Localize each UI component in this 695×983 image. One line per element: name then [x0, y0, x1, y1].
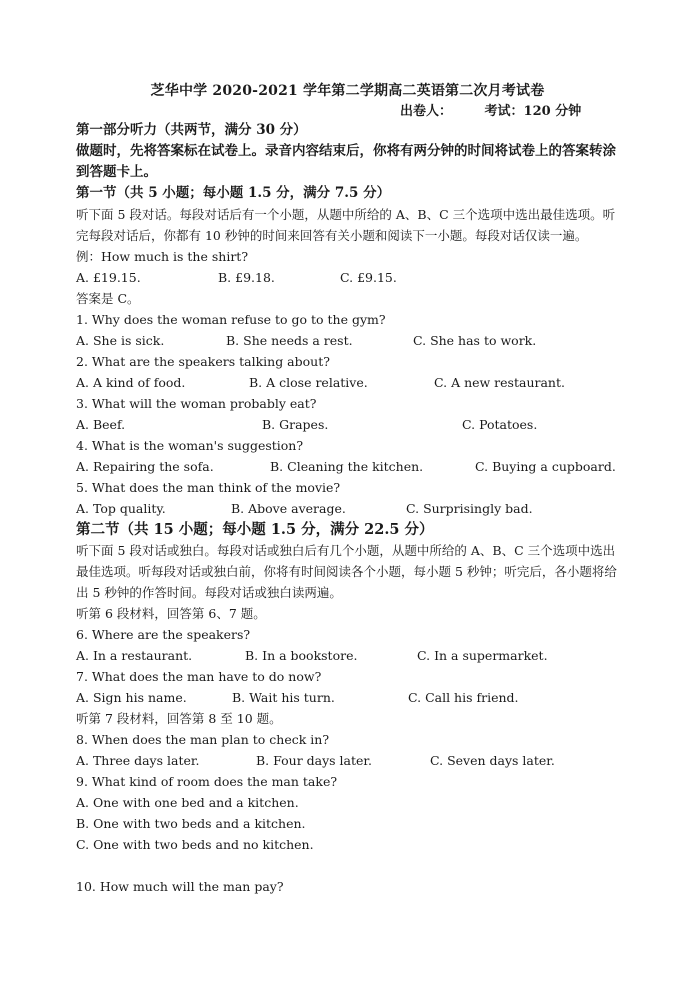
option-a: A. Beef.	[76, 417, 126, 432]
option-c: C. Buying a cupboard.	[475, 459, 616, 474]
question-9: 9. What kind of room does the man take?	[76, 774, 338, 789]
option-a: A. Three days later.	[76, 753, 200, 768]
option-a: A. Top quality.	[76, 501, 166, 516]
material-6: 听第 6 段材料，回答第 6、7 题。	[76, 606, 266, 621]
author-label: 出卷人：	[400, 104, 453, 119]
spacer	[76, 855, 618, 876]
option-a: A. Repairing the sofa.	[76, 459, 214, 474]
question-2-options	[76, 372, 618, 393]
option-a: A. Sign his name.	[76, 690, 187, 705]
option-b: B. A close relative.	[249, 375, 368, 390]
question-8: 8. When does the man plan to check in?	[76, 732, 330, 747]
material-7: 听第 7 段材料，回答第 8 至 10 题。	[76, 711, 282, 726]
example-question: 例：How much is the shirt?	[76, 249, 249, 264]
question-1: 1. Why does the woman refuse to go to the gym?	[76, 312, 386, 327]
option-b: B. Grapes.	[262, 417, 329, 432]
option-b: B. £9.18.	[218, 270, 275, 285]
question-9-option-b: B. One with two beds and a kitchen.	[76, 816, 306, 831]
option-a: A. A kind of food.	[76, 375, 186, 390]
question-6-options	[76, 645, 618, 666]
exam-content	[76, 120, 618, 897]
exam-subtitle	[400, 100, 581, 119]
question-3: 3. What will the woman probably eat?	[76, 396, 317, 411]
question-1-options	[76, 330, 618, 351]
option-c: C. Potatoes.	[462, 417, 538, 432]
question-7: 7. What does the man have to do now?	[76, 669, 322, 684]
example-answer: 答案是 C。	[76, 291, 140, 306]
part1-heading: 第一部分听力（共两节，满分 30 分）	[76, 122, 307, 138]
question-5-options	[76, 498, 618, 519]
question-5: 5. What does the man think of the movie?	[76, 480, 341, 495]
option-a: A. She is sick.	[76, 333, 165, 348]
question-3-options	[76, 414, 618, 435]
option-b: B. Wait his turn.	[232, 690, 335, 705]
part1-instruction: 做题时，先将答案标在试卷上。录音内容结束后，你将有两分钟的时间将试卷上的答案转涂到答题卡上。	[76, 143, 616, 180]
question-8-options	[76, 750, 618, 771]
option-c: C. In a supermarket.	[417, 648, 548, 663]
example-options	[76, 267, 618, 288]
option-c: C. Seven days later.	[430, 753, 555, 768]
option-b: B. Four days later.	[256, 753, 372, 768]
option-b: B. She needs a rest.	[226, 333, 353, 348]
exam-time: 考试：120 分钟	[484, 104, 582, 119]
question-6: 6. Where are the speakers?	[76, 627, 251, 642]
option-a: A. In a restaurant.	[76, 648, 193, 663]
question-9-option-c: C. One with two beds and no kitchen.	[76, 837, 314, 852]
option-b: B. Above average.	[231, 501, 346, 516]
question-4-options	[76, 456, 618, 477]
option-c: C. A new restaurant.	[434, 375, 565, 390]
section2-instruction: 听下面 5 段对话或独白。每段对话或独白后有几个小题，从题中所给的 A、B、C 三个选项中选出最佳选项。听每段对话或独白前，你将有时间阅读各个小题，每小题 5 秒钟；听完后，各小题将给出 5 秒钟的作答时间。每段对话或独白读两遍。	[76, 543, 617, 600]
section1-heading: 第一节（共 5 小题；每小题 1.5 分，满分 7.5 分）	[76, 185, 391, 201]
option-c: C. Call his friend.	[408, 690, 519, 705]
option-c: C. She has to work.	[413, 333, 537, 348]
option-b: B. In a bookstore.	[245, 648, 358, 663]
section1-instruction: 听下面 5 段对话。每段对话后有一个小题，从题中所给的 A、B、C 三个选项中选出最佳选项。听完每段对话后，你都有 10 秒钟的时间来回答有关小题和阅读下一小题。每段对话仅读一遍。	[76, 207, 616, 243]
option-c: C. £9.15.	[340, 270, 397, 285]
question-9-option-a: A. One with one bed and a kitchen.	[76, 795, 299, 810]
option-b: B. Cleaning the kitchen.	[270, 459, 424, 474]
option-a: A. £19.15.	[76, 270, 141, 285]
section2-heading: 第二节（共 15 小题；每小题 1.5 分，满分 22.5 分）	[76, 521, 434, 538]
option-c: C. Surprisingly bad.	[406, 501, 533, 516]
question-2: 2. What are the speakers talking about?	[76, 354, 330, 369]
question-10: 10. How much will the man pay?	[76, 879, 284, 894]
question-4: 4. What is the woman's suggestion?	[76, 438, 304, 453]
question-7-options	[76, 687, 618, 708]
exam-title: 芝华中学 2020-2021 学年第二学期高二英语第二次月考试卷	[150, 83, 545, 99]
